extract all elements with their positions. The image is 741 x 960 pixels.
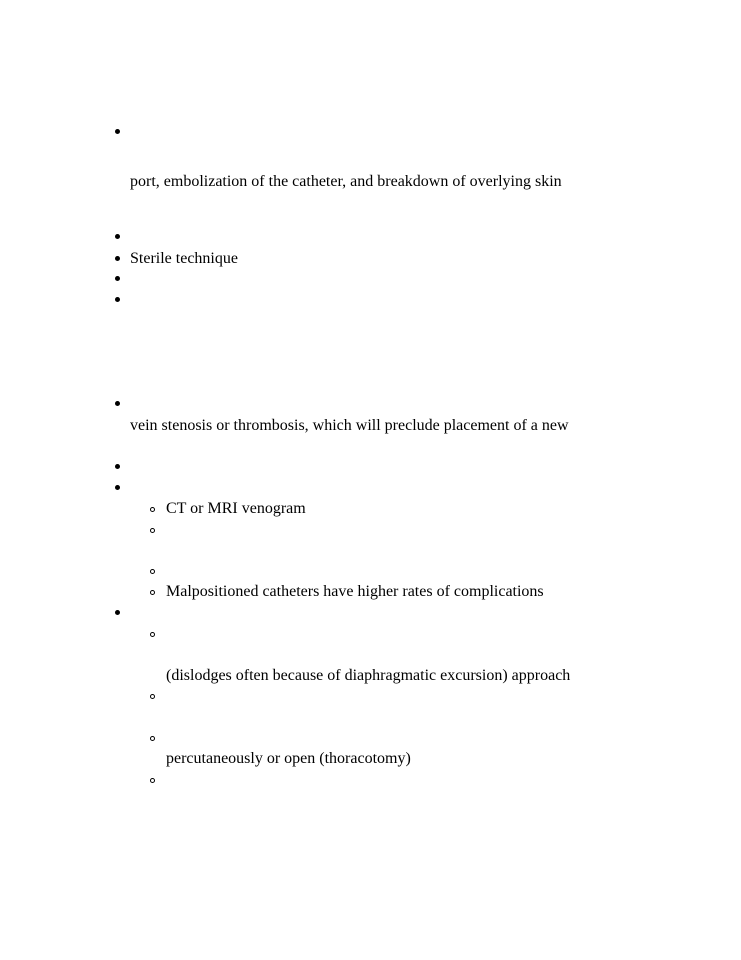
bullet-icon: [115, 297, 120, 302]
sub-list-item-text: CT or MRI venogram: [166, 500, 306, 517]
sub-bullet-icon: [150, 778, 155, 783]
bullet-icon: [115, 129, 120, 134]
sub-bullet-icon: [150, 694, 155, 699]
sub-bullet-icon: [150, 736, 155, 741]
list-item-text: Sterile technique: [130, 250, 238, 267]
list-item-text: vein stenosis or thrombosis, which will preclude placement of a new: [130, 417, 569, 434]
sub-bullet-icon: [150, 507, 155, 512]
list-item-text: port, embolization of the catheter, and breakdown of overlying skin: [130, 173, 562, 190]
bullet-icon: [115, 276, 120, 281]
bullet-icon: [115, 401, 120, 406]
sub-bullet-icon: [150, 590, 155, 595]
sub-bullet-icon: [150, 632, 155, 637]
sub-bullet-icon: [150, 569, 155, 574]
sub-list-item-text: percutaneously or open (thoracotomy): [166, 750, 411, 767]
bullet-icon: [115, 485, 120, 490]
sub-list-item-text: (dislodges often because of diaphragmatic excursion) approach: [166, 667, 571, 684]
sub-bullet-icon: [150, 528, 155, 533]
bullet-icon: [115, 256, 120, 261]
bullet-icon: [115, 610, 120, 615]
bullet-icon: [115, 464, 120, 469]
bullet-icon: [115, 234, 120, 239]
sub-list-item-text: Malpositioned catheters have higher rates of complications: [166, 583, 544, 600]
